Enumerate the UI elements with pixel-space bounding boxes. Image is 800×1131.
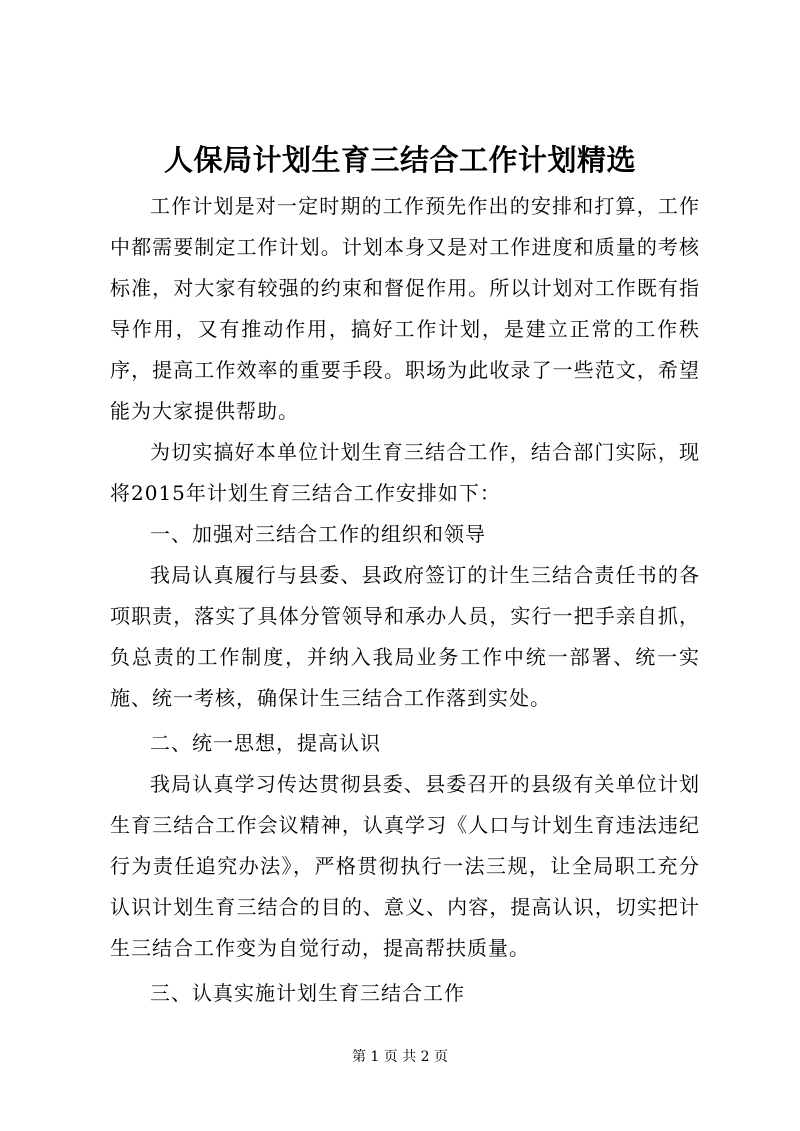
page-number-footer: 第 1 页 共 2 页 (351, 1049, 449, 1065)
section-1-paragraph: 我局认真履行与县委、县政府签订的计生三结合责任书的各项职责，落实了具体分管领导和承办人员，实行一把手亲自抓，负总责的工作制度，并纳入我局业务工作中统一部署、统一实施、统一考核，确保计生三结合工作落到实处。 (110, 563, 700, 710)
section-heading-1: 一、加强对三结合工作的组织和领导 (150, 522, 486, 546)
section-heading-3: 三、认真实施计划生育三结合工作 (150, 981, 465, 1005)
plan-intro-paragraph: 为切实搞好本单位计划生育三结合工作，结合部门实际，现将2015年计划生育三结合工作安排如下： (110, 440, 700, 505)
intro-paragraph: 工作计划是对一定时期的工作预先作出的安排和打算，工作中都需要制定工作计划。计划本身又是对工作进度和质量的考核标准，对大家有较强的约束和督促作用。所以计划对工作既有指导作用，又有推动作用，搞好工作计划，是建立正常的工作秩序，提高工作效率的重要手段。职场为此收录了一些范文，希望能为大家提供帮助。 (110, 194, 700, 423)
section-2-paragraph: 我局认真学习传达贯彻县委、县委召开的县级有关单位计划生育三结合工作会议精神，认真学习《人口与计划生育违法违纪行为责任追究办法》，严格贯彻执行一法三规，让全局职工充分认识计划生育三结合的目的、意义、内容，提高认识，切实把计生三结合工作变为自觉行动，提高帮扶质量。 (110, 772, 700, 960)
section-heading-2: 二、统一思想，提高认识 (150, 731, 381, 755)
document-body (110, 186, 700, 1014)
document-title: 人保局计划生育三结合工作计划精选 (163, 143, 636, 177)
